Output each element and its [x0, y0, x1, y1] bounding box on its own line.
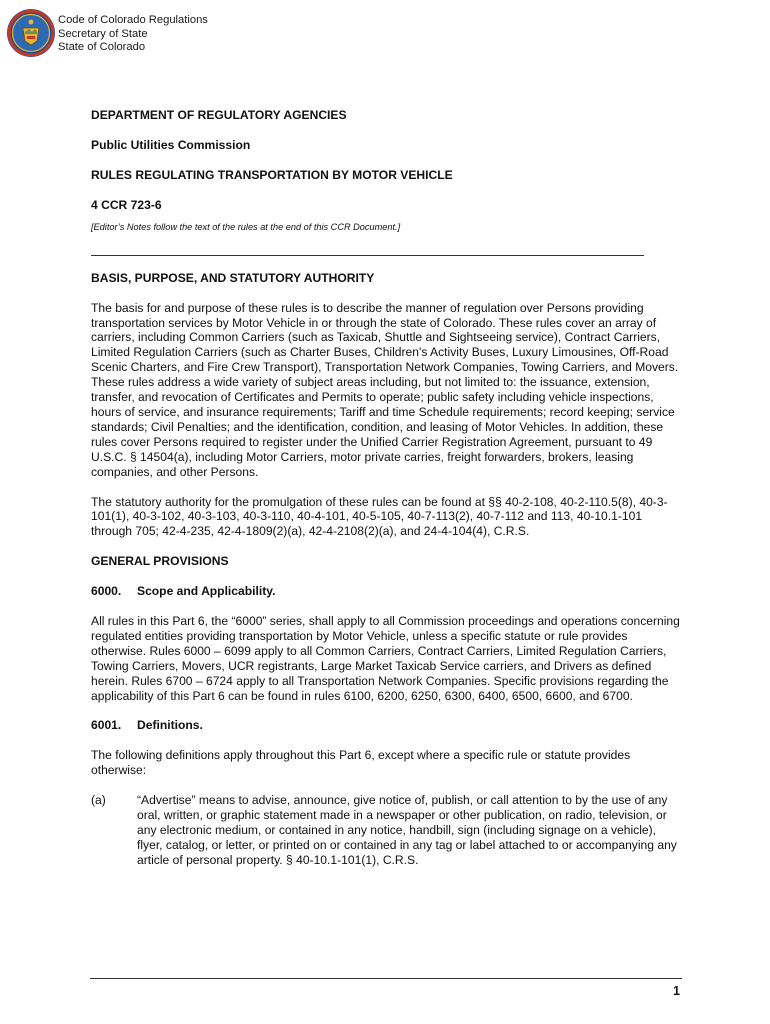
- general-provisions-heading: GENERAL PROVISIONS: [91, 554, 229, 569]
- basis-heading: BASIS, PURPOSE, AND STATUTORY AUTHORITY: [91, 270, 375, 285]
- commission-title: Public Utilities Commission: [91, 138, 251, 152]
- footer-divider: [90, 978, 682, 979]
- ccr-number: 4 CCR 723-6: [91, 197, 162, 212]
- header-line-secretary: Secretary of State: [58, 27, 148, 40]
- basis-paragraph: The basis for and purpose of these rules is to describe the manner of regulation over Persons providing transportation services by Motor Vehicle in or through the state of Colorado. These rules cover an array of carriers, including Common Carriers (such as Taxicab, Shuttle and Sightseeing service), Contract Carriers, Limited Regulation Carriers (such as Charter Buses, Children's Activity Buses, Luxury Limousines, Off-Road Scenic Charters, and Fire Crew Transport), Transportation Network Companies, Towing Carriers, and Movers. These rules address a wide variety of subject areas including, but not limited to: the issuance, extension, transfer, and revocation of Certificates and Permits to operate; public safety including vehicle inspections, hours of service, and insurance requirements; Tariff and time Schedule requirements; record keeping; service standards; Civil Penalties; and the identification, condition, and leasing of Motor Vehicles. In addition, these rules cover Persons required to register under the Unified Carrier Registration Agreement, pursuant to 49 U.S.C. § 14504(a), including Motor Carriers, motor private carries, freight forwarders, brokers, leasing companies, and other Persons.: [91, 300, 679, 479]
- editor-note: [Editor’s Notes follow the text of the rules at the end of this CCR Document.]: [91, 221, 401, 232]
- rule-6001-title: Definitions.: [137, 718, 203, 733]
- definition-item: [91, 793, 681, 868]
- header-line-state: State of Colorado: [58, 41, 146, 54]
- definition-text: “Advertise” means to advise, announce, give notice of, publish, or call attention to by the use of any oral, written, or graphic statement made in a newspaper or other publication, on radio, television, or any electronic medium, or contained in any notice, handbill, sign (including signage on a vehicle), flyer, catalog, or letter, or printed on or contained in any tag or label attached to or accompanying any article of personal property. § 40-10.1-101(1), C.R.S.: [137, 793, 677, 867]
- statutory-authority-paragraph: The statutory authority for the promulgation of these rules can be found at §§ 40-2-108, 40-2-110.5(8), 40-3-101(1), 40-3-102, 40-3-103, 40-3-110, 40-4-101, 40-5-105, 40-7-113(2), 40-7-112 and 113, 40-10.1-101 through 705; 42-4-235, 42-4-1809(2)(a), 42-4-2108(2)(a), and 24-4-104(4), C.R.S.: [91, 494, 668, 539]
- rule-6001-heading: [91, 718, 681, 733]
- rule-6001-number: 6001.: [91, 718, 122, 733]
- rule-6000-title: Scope and Applicability.: [137, 584, 276, 599]
- rule-6000-number: 6000.: [91, 584, 122, 599]
- colorado-state-seal-icon: [6, 8, 56, 58]
- header-line-code: Code of Colorado Regulations: [58, 14, 208, 26]
- rules-title: RULES REGULATING TRANSPORTATION BY MOTOR VEHICLE: [91, 167, 453, 182]
- rule-6001-intro: The following definitions apply throughout this Part 6, except where a specific rule or statute provides otherwise:: [91, 748, 631, 778]
- rule-6000-heading: [91, 584, 681, 599]
- header-text-block: [58, 14, 208, 55]
- page-number: 1: [673, 984, 680, 998]
- department-title: DEPARTMENT OF REGULATORY AGENCIES: [91, 108, 347, 122]
- definition-label: (a): [91, 793, 106, 808]
- document-body: [91, 108, 681, 868]
- document-header: [6, 8, 208, 64]
- rule-6000-text: All rules in this Part 6, the “6000” series, shall apply to all Commission proceedings and operations concerning regulated entities providing transportation by Motor Vehicle, unless a specific statute or rule provides otherwise. Rules 6000 – 6099 apply to all Common Carriers, Contract Carriers, Limited Regulation Carriers, Towing Carriers, Movers, UCR registrants, Large Market Taxicab Service carriers, and Drivers as defined herein. Rules 6700 – 6724 apply to all Transportation Network Companies. Specific provisions regarding the applicability of this Part 6 can be found in rules 6100, 6200, 6250, 6300, 6400, 6500, 6600, and 6700.: [91, 614, 680, 703]
- section-divider: [91, 255, 644, 256]
